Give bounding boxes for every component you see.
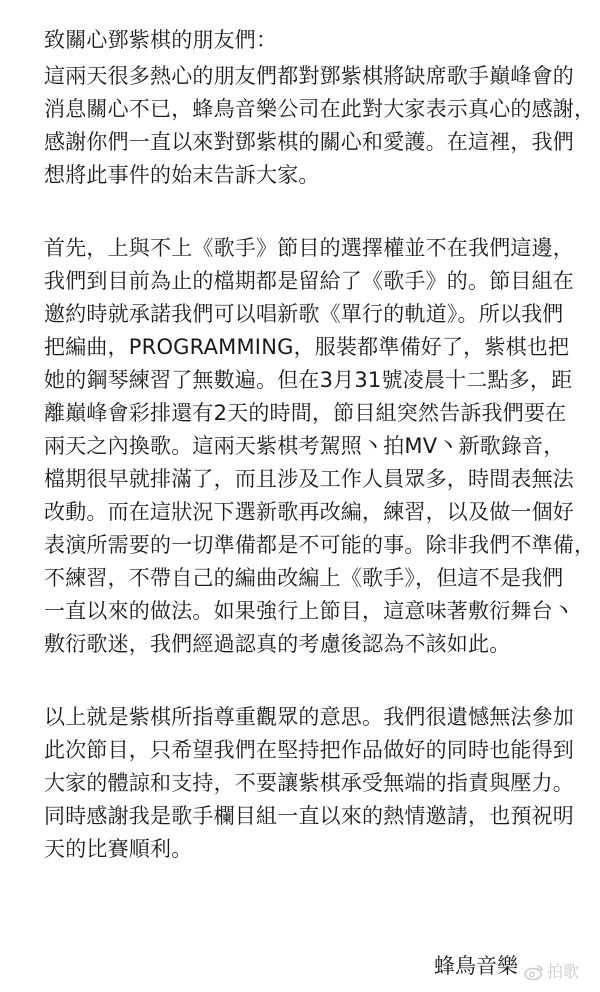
watermark-text: 拍歌: [547, 962, 580, 981]
paragraph-2-line-7: 兩天之內換歌。這兩天紫棋考駕照丶拍MV丶新歌錄音，: [44, 434, 565, 458]
paragraph-3-line-2: 此次節目，只希望我們在堅持把作品做好的同時也能得到: [44, 738, 574, 762]
paragraph-2-line-6: 離巔峰會彩排還有2天的時間，節目組突然告訴我們要在: [44, 401, 567, 425]
paragraph-2-line-1: 首先，上與不上《歌手》節目的選擇權並不在我們這邊，: [44, 236, 574, 260]
paragraph-2-line-13: 敷衍歌迷，我們經過認真的考慮後認為不該如此。: [44, 632, 511, 656]
paragraph-2-line-11: 不練習，不帶自己的編曲改編上《歌手》，但這不是我們: [44, 566, 564, 590]
paragraph-1-line-4: 想將此事件的始末告訴大家。: [44, 163, 320, 187]
paragraph-2-line-4: 把編曲，PROGRAMMING，服裝都準備好了，紫棋也把: [44, 335, 570, 359]
paragraph-3-line-5: 天的比賽順利。: [44, 837, 193, 861]
paragraph-2-line-5: 她的鋼琴練習了無數遍。但在3月31號凌晨十二點多，距: [44, 368, 573, 392]
paragraph-2-line-10: 表演所需要的一切準備都是不可能的事。除非我們不準備，: [44, 533, 596, 557]
weibo-icon: [524, 964, 544, 980]
paragraph-2-line-12: 一直以來的做法。如果強行上節目，這意味著敷衍舞台丶: [44, 599, 574, 623]
watermark: [524, 962, 579, 982]
signature: 蜂鳥音樂: [434, 954, 518, 978]
paragraph-3-line-1: 以上就是紫棋所指尊重觀眾的意思。我們很遺憾無法參加: [44, 705, 574, 729]
paragraph-1-line-3: 感謝你們一直以來對鄧紫棋的關心和愛護。在這裡，我們: [44, 130, 574, 154]
salutation: 致關心鄧紫棋的朋友們：: [44, 28, 278, 52]
paragraph-2-line-2: 我們到目前為止的檔期都是留給了《歌手》的。節目組在: [44, 269, 574, 293]
paragraph-2-line-3: 邀約時就承諾我們可以唱新歌《單行的軌道》。所以我們: [44, 302, 564, 326]
paragraph-3-line-3: 大家的體諒和支持，不要讓紫棋承受無端的指責與壓力。: [44, 771, 574, 795]
paragraph-2-line-9: 改動。而在這狀況下選新歌再改編，練習，以及做一個好: [44, 500, 574, 524]
paragraph-1-line-1: 這兩天很多熱心的朋友們都對鄧紫棋將缺席歌手巔峰會的: [44, 64, 574, 88]
paragraph-3-line-4: 同時感謝我是歌手欄目組一直以來的熱情邀請，也預祝明: [44, 804, 574, 828]
paragraph-1-line-2: 消息關心不已，蜂鳥音樂公司在此對大家表示真心的感謝，: [44, 97, 596, 121]
paragraph-2-line-8: 檔期很早就排滿了，而且涉及工作人員眾多，時間表無法: [44, 467, 574, 491]
